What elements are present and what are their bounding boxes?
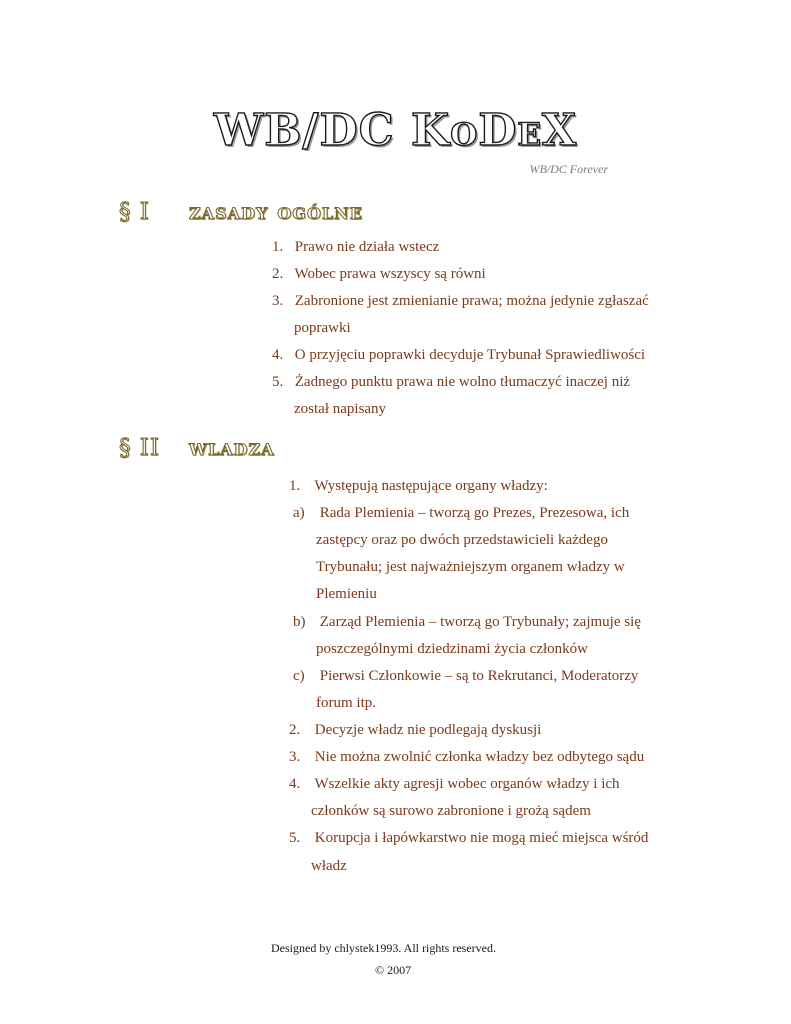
item-number: 2.	[272, 266, 284, 282]
section-1-item-2	[272, 266, 486, 283]
section-2-number: § II	[119, 435, 160, 461]
item-text-continuation: forum itp.	[316, 695, 376, 711]
section-1-title: zasady ogólne	[189, 198, 363, 225]
footer-copyright: © 2007	[375, 963, 412, 977]
section-1-item-4	[272, 347, 645, 364]
item-text: Występują następujące organy władzy:	[314, 478, 548, 494]
item-text: Pierwsi Członkowie – są to Rekrutanci, Moderatorzy	[319, 668, 639, 684]
item-number: 3.	[272, 293, 284, 309]
item-number: a)	[293, 505, 305, 521]
section-2-item-1	[289, 478, 548, 495]
item-number: c)	[293, 668, 305, 684]
section-2-item-3	[289, 749, 644, 766]
item-text-continuation: Trybunału; jest najważniejszym organem władzy w	[316, 559, 625, 575]
item-number: 4.	[272, 347, 284, 363]
section-2-item-2	[289, 722, 541, 739]
item-text-continuation: Plemieniu	[316, 586, 377, 602]
item-text: Żadnego punktu prawa nie wolno tłumaczyć inaczej niż	[294, 374, 631, 390]
section-2-item-c	[293, 668, 638, 685]
item-text: Korupcja i łapówkarstwo nie mogą mieć miejsca wśród	[314, 830, 649, 846]
item-text-continuation: został napisany	[294, 401, 387, 417]
document-subtitle: WB/DC Forever	[529, 162, 608, 176]
item-text-continuation: poszczególnymi dziedzinami życia członków	[316, 641, 588, 657]
item-text-continuation: zastępcy oraz po dwóch przedstawicieli każdego	[316, 532, 608, 548]
document-title: WB/DC KoDeX	[213, 105, 578, 156]
item-text-continuation: członków są surowo zabronione i grożą sądem	[311, 803, 591, 819]
item-text: Nie można zwolnić członka władzy bez odbytego sądu	[314, 749, 645, 765]
section-2-title: wladza	[189, 434, 275, 461]
item-text: Zabronione jest zmienianie prawa; można jedynie zgłaszać	[294, 293, 649, 309]
footer-credit: Designed by chlystek1993. All rights reserved.	[271, 941, 496, 955]
section-2-item-a	[293, 505, 629, 522]
item-number: 5.	[272, 374, 284, 390]
item-text: Decyzje władz nie podlegają dyskusji	[314, 722, 542, 738]
item-number: 4.	[289, 776, 301, 792]
item-number: b)	[293, 614, 306, 630]
item-text: O przyjęciu poprawki decyduje Trybunał Sprawiedliwości	[294, 347, 646, 363]
section-1-item-5	[272, 374, 630, 391]
item-text-continuation: władz	[311, 858, 347, 874]
item-number: 1.	[289, 478, 301, 494]
section-2-item-4	[289, 776, 620, 793]
section-1-item-3	[272, 293, 649, 310]
section-1-item-1	[272, 239, 439, 256]
item-number: 2.	[289, 722, 301, 738]
item-text-continuation: poprawki	[294, 320, 351, 336]
item-number: 3.	[289, 749, 301, 765]
item-text: Wszelkie akty agresji wobec organów władzy i ich	[314, 776, 620, 792]
section-2-item-5	[289, 830, 648, 847]
section-2-item-b	[293, 614, 641, 631]
item-text: Prawo nie działa wstecz	[294, 239, 440, 255]
section-1-number: § I	[119, 199, 150, 225]
item-text: Rada Plemienia – tworzą go Prezes, Prezesowa, ich	[319, 505, 630, 521]
item-text: Wobec prawa wszyscy są równi	[294, 266, 486, 282]
item-number: 5.	[289, 830, 301, 846]
item-text: Zarząd Plemienia – tworzą go Trybunały; zajmuje się	[319, 614, 641, 630]
item-number: 1.	[272, 239, 284, 255]
